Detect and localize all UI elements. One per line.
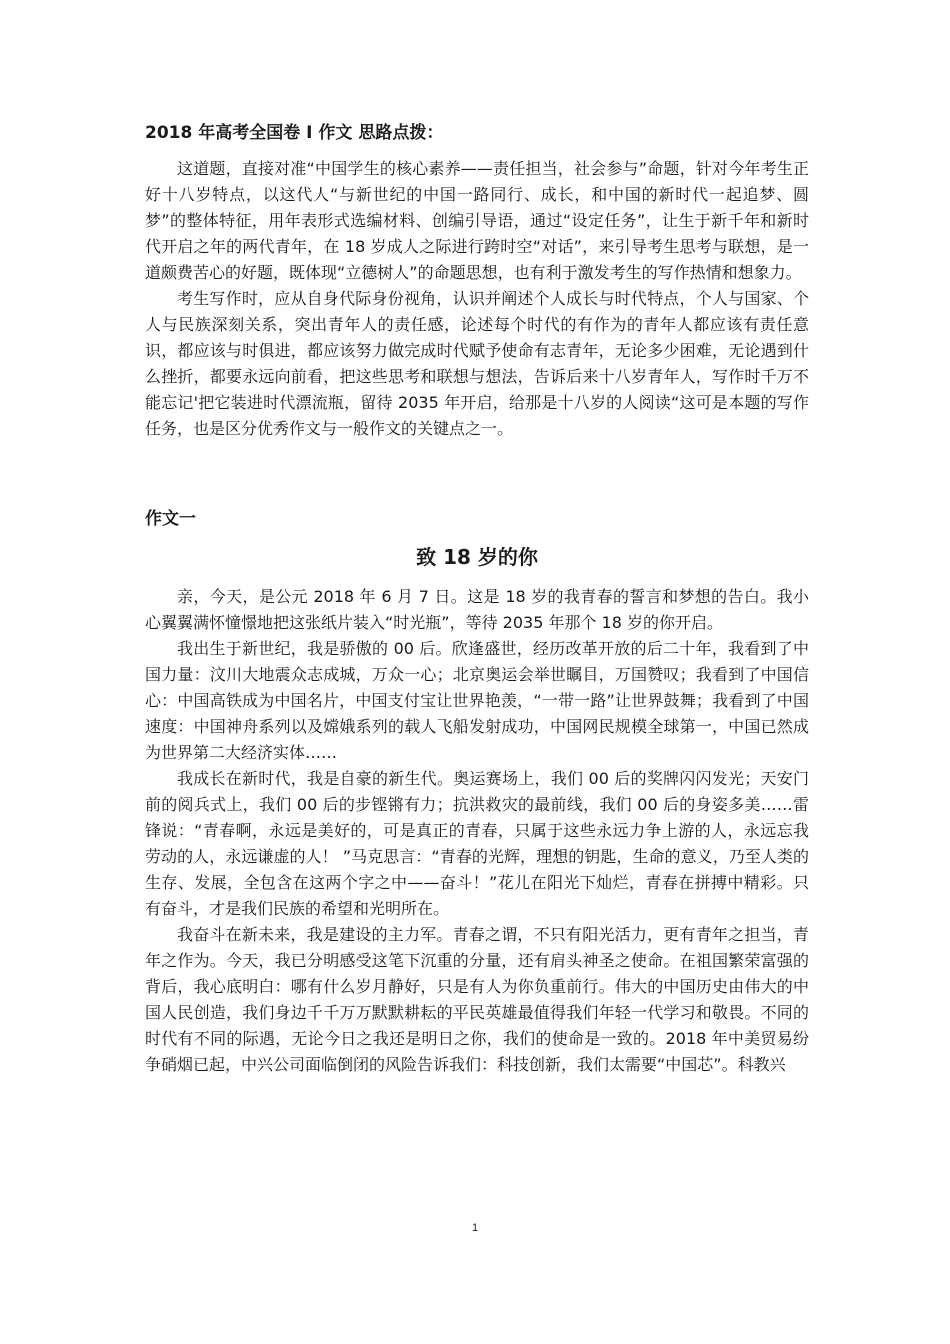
- page-number: 1: [471, 1222, 479, 1234]
- essay-paragraph-3: 我成长在新时代，我是自豪的新生代。奥运赛场上，我们 00 后的奖牌闪闪发光；天安门前的阅兵式上，我们 00 后的步铿锵有力；抗洪救灾的最前线，我们 00 后的身姿多美……雷锋说：“青春啊，永远是美好的，可是真正的青春，只属于这些永远力争上游的人，永远忘我劳动的人，永远谦虚的人！ ”马克思言：“青春的光辉，理想的钥匙，生命的意义，乃至人类的生存、发展，全包含在这两个字之中——奋斗！”花儿在阳光下灿烂，青春在拼搏中精彩。只有奋斗，才是我们民族的希望和光明所在。: [145, 769, 809, 918]
- intro-paragraph-2: 考生写作时，应从自身代际身份视角，认识并阐述个人成长与时代特点，个人与国家、个人与民族深刻关系，突出青年人的责任感，论述每个时代的有作为的青年人都应该有责任意识，都应该与时俱进，都应该努力做完成时代赋予使命有志青年，无论多少困难，无论遇到什么挫折，都要永远向前看，把这些思考和联想与想法，告诉后来十八岁青年人，写作时千万不能忘记'把它装进时代漂流瓶，留待 2035 年开启，给那是十八岁的人阅读“这可是本题的写作任务，也是区分优秀作文与一般作文的关键点之一。: [145, 289, 809, 438]
- essay-paragraph-1: 亲，今天，是公元 2018 年 6 月 7 日。这是 18 岁的我青春的誓言和梦想的告白。我小心翼翼满怀憧憬地把这张纸片装入“时光瓶”，等待 2035 年那个 18 岁的你开启。: [145, 587, 809, 632]
- intro-paragraph-1: 这道题，直接对准“中国学生的核心素养——责任担当，社会参与”命题，针对今年考生正好十八岁特点，以这代人“与新世纪的中国一路同行、成长，和中国的新时代一起追梦、圆梦”的整体特征，用年表形式选编材料、创编引导语，通过“设定任务”，让生于新千年和新时代开启之年的两代青年，在 18 岁成人之际进行跨时空“对话”，来引导考生思考与联想，是一道颇费苦心的好题，既体现“立德树人”的命题思想，也有利于激发考生的写作热情和想象力。: [145, 159, 809, 282]
- page-content: [145, 120, 809, 1078]
- section-label: 作文一: [145, 509, 196, 529]
- essay-paragraph-4: 我奋斗在新未来，我是建设的主力军。青春之谓，不只有阳光活力，更有青年之担当，青年之作为。今天，我已分明感受这笔下沉重的分量，还有肩头神圣之使命。在祖国繁荣富强的背后，我心底明白：哪有什么岁月静好，只是有人为你负重前行。伟大的中国历史由伟大的中国人民创造，我们身边千千万万默默耕耘的平民英雄最值得我们年轻一代学习和敬畏。不同的时代有不同的际遇，无论今日之我还是明日之你，我们的使命是一致的。2018 年中美贸易纷争硝烟已起，中兴公司面临倒闭的风险告诉我们：科技创新，我们太需要“中国芯”。科教兴: [145, 925, 809, 1074]
- document-heading: 2018 年高考全国卷 I 作文 思路点拨：: [145, 123, 444, 143]
- essay-paragraph-2: 我出生于新世纪，我是骄傲的 00 后。欣逢盛世，经历改革开放的后二十年，我看到了中国力量：汶川大地震众志成城，万众一心；北京奥运会举世瞩目，万国赞叹；我看到了中国信心：中国高铁成为中国名片，中国支付宝让世界艳羡，“一带一路”让世界鼓舞；我看到了中国速度：中国神舟系列以及嫦娥系列的载人飞船发射成功，中国网民规模全球第一，中国已然成为世界第二大经济实体……: [145, 639, 809, 762]
- essay-title: 致 18 岁的你: [416, 545, 538, 569]
